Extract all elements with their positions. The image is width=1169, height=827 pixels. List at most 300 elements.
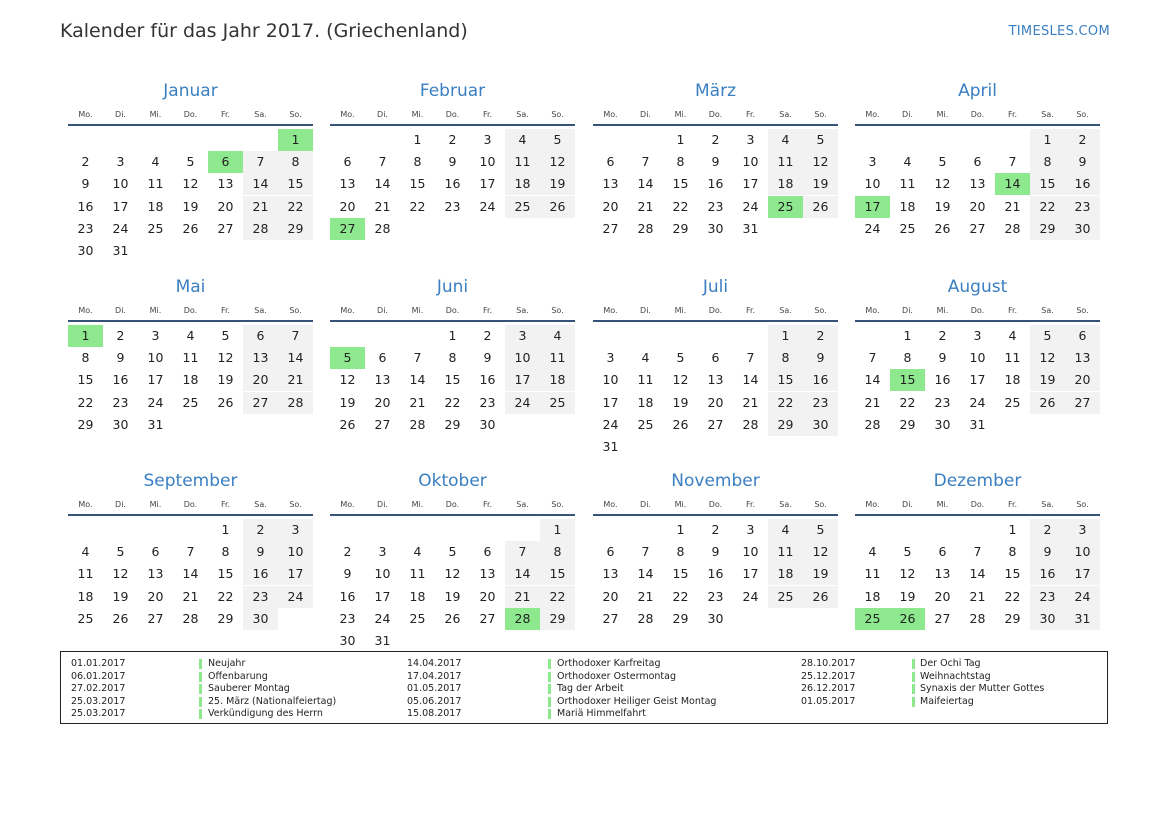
day-cell: 22 xyxy=(540,586,575,608)
day-cell: 2 xyxy=(1065,129,1100,151)
day-cell: 23 xyxy=(803,392,838,414)
day-cell: 28 xyxy=(374,220,391,236)
weekday-label: Fr. xyxy=(482,500,493,509)
day-cell: 15 xyxy=(278,173,313,195)
day-cell: 7 xyxy=(868,350,877,366)
day-cell: 15 xyxy=(540,563,575,585)
day-cell: 23 xyxy=(1065,196,1100,218)
day-cell: 12 xyxy=(934,176,951,192)
holiday-marker xyxy=(199,709,202,719)
weekday-label: Do. xyxy=(183,500,198,509)
day-cell: 21 xyxy=(243,196,278,218)
day-cell: 20 xyxy=(602,198,619,214)
weekday-label: So. xyxy=(551,306,564,315)
day-cell: 31 xyxy=(602,439,619,454)
day-cell: 8 xyxy=(768,347,803,369)
day-cell: 17 xyxy=(479,176,496,192)
day-cell: 21 xyxy=(637,588,654,604)
day-cell: 25 xyxy=(77,610,94,626)
day-cell: 22 xyxy=(1030,196,1065,218)
day-cell: 29 xyxy=(444,416,461,432)
holiday-day-cell: 1 xyxy=(278,129,313,151)
day-cell: 29 xyxy=(540,608,575,630)
day-cell: 15 xyxy=(672,176,689,192)
day-cell: 30 xyxy=(243,608,278,630)
day-cell: 5 xyxy=(676,350,685,366)
holiday-name: Sauberer Montag xyxy=(208,683,290,694)
day-cell: 25 xyxy=(637,416,654,432)
day-cell: 17 xyxy=(278,563,313,585)
day-cell: 3 xyxy=(1065,519,1100,541)
day-cell: 16 xyxy=(934,372,951,388)
holiday-date: 26.12.2017 xyxy=(801,683,856,694)
day-cell: 26 xyxy=(803,586,838,608)
day-cell: 20 xyxy=(147,588,164,604)
day-cell: 5 xyxy=(938,154,947,170)
day-cell: 14 xyxy=(864,372,881,388)
holiday-date: 01.01.2017 xyxy=(71,658,126,669)
day-cell: 8 xyxy=(413,154,422,170)
day-cell: 14 xyxy=(278,347,313,369)
day-cell: 27 xyxy=(479,610,496,626)
day-cell: 2 xyxy=(803,325,838,347)
day-cell: 19 xyxy=(803,173,838,195)
day-cell: 19 xyxy=(182,198,199,214)
day-cell: 11 xyxy=(409,566,426,582)
day-cell: 9 xyxy=(711,544,720,560)
day-cell: 19 xyxy=(803,563,838,585)
day-cell: 23 xyxy=(479,394,496,410)
holiday-date: 27.02.2017 xyxy=(71,683,126,694)
weekday-label: Fr. xyxy=(220,500,231,509)
month-name: August xyxy=(947,277,1008,297)
day-cell: 27 xyxy=(969,220,986,236)
weekday-label: Do. xyxy=(708,500,723,509)
day-cell: 2 xyxy=(116,328,125,343)
day-cell: 10 xyxy=(1065,541,1100,563)
day-cell: 15 xyxy=(217,566,234,582)
day-cell: 23 xyxy=(707,588,724,604)
day-cell: 17 xyxy=(742,566,759,582)
weekday-label: Di. xyxy=(640,306,651,315)
day-cell: 1 xyxy=(676,522,685,537)
day-cell: 18 xyxy=(637,394,654,410)
day-cell: 5 xyxy=(803,519,838,541)
weekday-label: Mo. xyxy=(340,306,355,315)
holiday-name: 25. März (Nationalfeiertag) xyxy=(208,695,337,707)
weekday-label: Sa. xyxy=(779,500,792,509)
day-cell: 29 xyxy=(672,610,689,626)
holiday-date: 15.08.2017 xyxy=(407,708,462,719)
day-cell: 1 xyxy=(768,325,803,347)
month-divider xyxy=(330,320,575,322)
weekday-label: Mi. xyxy=(149,500,162,509)
day-cell: 28 xyxy=(409,416,426,432)
weekday-label: Sa. xyxy=(779,306,792,315)
weekday-label: Do. xyxy=(183,110,198,119)
day-cell: 24 xyxy=(1065,586,1100,608)
day-cell: 9 xyxy=(243,541,278,563)
day-cell: 10 xyxy=(742,154,759,170)
holiday-date: 06.01.2017 xyxy=(71,670,126,682)
weekday-label: Sa. xyxy=(254,110,267,119)
weekday-label: Do. xyxy=(970,110,985,119)
day-cell: 22 xyxy=(409,198,426,214)
weekday-label: Do. xyxy=(445,110,460,119)
holiday-day-cell: 15 xyxy=(890,369,925,391)
day-cell: 18 xyxy=(768,173,803,195)
day-cell: 28 xyxy=(243,218,278,240)
weekday-label: Do. xyxy=(970,500,985,509)
holiday-date: 14.04.2017 xyxy=(407,658,462,669)
day-cell: 6 xyxy=(1065,325,1100,347)
day-cell: 4 xyxy=(768,129,803,151)
day-cell: 15 xyxy=(409,176,426,192)
day-cell: 25 xyxy=(182,394,199,410)
day-cell: 15 xyxy=(1030,173,1065,195)
day-cell: 2 xyxy=(711,132,720,147)
weekday-label: So. xyxy=(1076,306,1089,315)
day-cell: 21 xyxy=(864,394,881,410)
day-cell: 9 xyxy=(938,350,947,366)
day-cell: 2 xyxy=(448,132,457,147)
weekday-label: Mi. xyxy=(149,306,162,315)
day-cell: 25 xyxy=(147,220,164,236)
day-cell: 6 xyxy=(483,544,492,560)
weekday-label: Sa. xyxy=(516,306,529,315)
day-cell: 7 xyxy=(413,350,422,366)
day-cell: 5 xyxy=(448,544,457,560)
weekday-label: Sa. xyxy=(254,306,267,315)
day-cell: 14 xyxy=(409,372,426,388)
day-cell: 22 xyxy=(672,588,689,604)
day-cell: 13 xyxy=(479,566,496,582)
day-cell: 3 xyxy=(746,522,755,537)
weekday-label: Fr. xyxy=(220,306,231,315)
day-cell: 24 xyxy=(374,610,391,626)
holiday-marker xyxy=(199,672,202,682)
day-cell: 17 xyxy=(505,369,540,391)
day-cell: 12 xyxy=(217,350,234,366)
day-cell: 21 xyxy=(505,586,540,608)
day-cell: 20 xyxy=(969,198,986,214)
day-cell: 28 xyxy=(182,610,199,626)
weekday-label: Mi. xyxy=(674,500,687,509)
weekday-label: Fr. xyxy=(745,500,756,509)
weekday-label: Mo. xyxy=(865,306,880,315)
weekday-label: Do. xyxy=(708,110,723,119)
month-divider xyxy=(855,124,1100,126)
day-cell: 20 xyxy=(602,588,619,604)
day-cell: 18 xyxy=(864,588,881,604)
day-cell: 19 xyxy=(899,588,916,604)
weekday-label: Di. xyxy=(115,500,126,509)
holiday-marker xyxy=(199,684,202,694)
day-cell: 31 xyxy=(742,220,759,236)
weekday-label: Mo. xyxy=(78,306,93,315)
day-cell: 24 xyxy=(112,220,129,236)
weekday-label: Mo. xyxy=(340,110,355,119)
day-cell: 6 xyxy=(243,325,278,347)
day-cell: 11 xyxy=(505,151,540,173)
day-cell: 5 xyxy=(1030,325,1065,347)
day-cell: 3 xyxy=(116,154,125,170)
day-cell: 3 xyxy=(378,544,387,560)
day-cell: 4 xyxy=(1008,328,1017,343)
day-cell: 31 xyxy=(1065,608,1100,630)
day-cell: 5 xyxy=(803,129,838,151)
day-cell: 26 xyxy=(672,416,689,432)
day-cell: 1 xyxy=(221,522,230,537)
weekday-label: So. xyxy=(814,110,827,119)
holiday-date: 01.05.2017 xyxy=(801,695,856,707)
day-cell: 23 xyxy=(707,198,724,214)
day-cell: 29 xyxy=(1004,610,1021,626)
holiday-name: Orthodoxer Heiliger Geist Montag xyxy=(557,695,717,707)
month-divider xyxy=(68,320,313,322)
day-cell: 17 xyxy=(1065,563,1100,585)
day-cell: 17 xyxy=(969,372,986,388)
holiday-name: Mariä Himmelfahrt xyxy=(557,708,646,719)
day-cell: 6 xyxy=(378,350,387,366)
day-cell: 22 xyxy=(77,394,94,410)
weekday-label: So. xyxy=(814,500,827,509)
day-cell: 10 xyxy=(864,176,881,192)
day-cell: 24 xyxy=(602,416,619,432)
day-cell: 11 xyxy=(540,347,575,369)
day-cell: 11 xyxy=(182,350,199,366)
day-cell: 25 xyxy=(1004,394,1021,410)
day-cell: 12 xyxy=(803,151,838,173)
day-cell: 22 xyxy=(217,588,234,604)
day-cell: 11 xyxy=(864,566,881,582)
day-cell: 3 xyxy=(973,328,982,343)
day-cell: 13 xyxy=(602,566,619,582)
day-cell: 2 xyxy=(343,544,352,560)
weekday-label: So. xyxy=(551,110,564,119)
day-cell: 2 xyxy=(1030,519,1065,541)
day-cell: 4 xyxy=(81,544,90,560)
weekday-label: Mi. xyxy=(936,500,949,509)
day-cell: 14 xyxy=(374,176,391,192)
day-cell: 4 xyxy=(505,129,540,151)
day-cell: 15 xyxy=(77,372,94,388)
day-cell: 10 xyxy=(147,350,164,366)
day-cell: 18 xyxy=(768,563,803,585)
weekday-label: Mo. xyxy=(603,110,618,119)
day-cell: 19 xyxy=(444,588,461,604)
month-divider xyxy=(330,124,575,126)
day-cell: 9 xyxy=(81,176,90,192)
weekday-label: So. xyxy=(1076,500,1089,509)
day-cell: 27 xyxy=(602,610,619,626)
day-cell: 8 xyxy=(1030,151,1065,173)
day-cell: 20 xyxy=(217,198,234,214)
day-cell: 15 xyxy=(1004,566,1021,582)
day-cell: 10 xyxy=(374,566,391,582)
day-cell: 23 xyxy=(77,220,94,236)
weekday-label: Di. xyxy=(377,110,388,119)
day-cell: 21 xyxy=(278,369,313,391)
day-cell: 6 xyxy=(343,154,352,170)
day-cell: 16 xyxy=(444,176,461,192)
day-cell: 20 xyxy=(707,394,724,410)
day-cell: 13 xyxy=(147,566,164,582)
day-cell: 20 xyxy=(339,198,356,214)
weekday-label: Mo. xyxy=(78,500,93,509)
day-cell: 23 xyxy=(112,394,129,410)
day-cell: 9 xyxy=(483,350,492,366)
day-cell: 9 xyxy=(448,154,457,170)
month-name: April xyxy=(958,81,997,101)
site-link[interactable]: TIMESLES.COM xyxy=(1008,24,1110,39)
day-cell: 21 xyxy=(409,394,426,410)
day-cell: 29 xyxy=(1030,218,1065,240)
day-cell: 11 xyxy=(77,566,94,582)
day-cell: 20 xyxy=(479,588,496,604)
day-cell: 1 xyxy=(903,328,912,343)
day-cell: 18 xyxy=(899,198,916,214)
day-cell: 30 xyxy=(77,243,94,258)
day-cell: 11 xyxy=(1004,350,1021,366)
day-cell: 12 xyxy=(444,566,461,582)
day-cell: 1 xyxy=(1030,129,1065,151)
day-cell: 10 xyxy=(742,544,759,560)
day-cell: 7 xyxy=(973,544,982,560)
day-cell: 29 xyxy=(768,414,803,436)
day-cell: 27 xyxy=(147,610,164,626)
day-cell: 3 xyxy=(868,154,877,170)
day-cell: 12 xyxy=(112,566,129,582)
day-cell: 11 xyxy=(147,176,164,192)
day-cell: 18 xyxy=(77,588,94,604)
day-cell: 26 xyxy=(934,220,951,236)
holiday-name: Weihnachtstag xyxy=(920,670,991,682)
weekday-label: Mi. xyxy=(149,110,162,119)
holiday-day-cell: 28 xyxy=(505,608,540,630)
day-cell: 22 xyxy=(672,198,689,214)
day-cell: 2 xyxy=(711,522,720,537)
day-cell: 10 xyxy=(602,372,619,388)
holiday-marker xyxy=(548,684,551,694)
weekday-label: Fr. xyxy=(745,306,756,315)
month-name: März xyxy=(695,81,736,101)
day-cell: 29 xyxy=(899,416,916,432)
day-cell: 7 xyxy=(1008,154,1017,170)
holiday-day-cell: 17 xyxy=(855,196,890,218)
day-cell: 4 xyxy=(540,325,575,347)
day-cell: 21 xyxy=(742,394,759,410)
day-cell: 7 xyxy=(505,541,540,563)
day-cell: 29 xyxy=(217,610,234,626)
weekday-label: Mo. xyxy=(865,500,880,509)
day-cell: 27 xyxy=(374,416,391,432)
day-cell: 3 xyxy=(278,519,313,541)
weekday-label: Mi. xyxy=(411,306,424,315)
weekday-label: Sa. xyxy=(1041,306,1054,315)
day-cell: 11 xyxy=(768,541,803,563)
day-cell: 8 xyxy=(540,541,575,563)
day-cell: 27 xyxy=(934,610,951,626)
day-cell: 5 xyxy=(116,544,125,560)
holiday-name: Der Ochi Tag xyxy=(920,658,981,669)
day-cell: 14 xyxy=(505,563,540,585)
holiday-name: Orthodoxer Ostermontag xyxy=(557,670,676,682)
holiday-marker xyxy=(548,697,551,707)
holiday-date: 28.10.2017 xyxy=(801,658,856,669)
weekday-label: So. xyxy=(551,500,564,509)
day-cell: 22 xyxy=(278,196,313,218)
day-cell: 15 xyxy=(672,566,689,582)
weekday-label: Mo. xyxy=(865,110,880,119)
day-cell: 1 xyxy=(676,132,685,147)
weekday-label: So. xyxy=(289,110,302,119)
holiday-day-cell: 1 xyxy=(68,325,103,347)
day-cell: 16 xyxy=(243,563,278,585)
day-cell: 23 xyxy=(243,586,278,608)
day-cell: 17 xyxy=(742,176,759,192)
day-cell: 13 xyxy=(1065,347,1100,369)
day-cell: 7 xyxy=(641,154,650,170)
holiday-marker xyxy=(912,659,915,669)
day-cell: 21 xyxy=(374,198,391,214)
day-cell: 7 xyxy=(641,544,650,560)
day-cell: 16 xyxy=(112,372,129,388)
day-cell: 16 xyxy=(1065,173,1100,195)
holiday-name: Tag der Arbeit xyxy=(557,683,624,694)
day-cell: 28 xyxy=(969,610,986,626)
day-cell: 18 xyxy=(182,372,199,388)
day-cell: 13 xyxy=(243,347,278,369)
day-cell: 12 xyxy=(803,541,838,563)
weekday-label: Do. xyxy=(445,500,460,509)
day-cell: 14 xyxy=(182,566,199,582)
weekday-label: So. xyxy=(1076,110,1089,119)
day-cell: 21 xyxy=(182,588,199,604)
day-cell: 26 xyxy=(444,610,461,626)
day-cell: 20 xyxy=(934,588,951,604)
day-cell: 8 xyxy=(278,151,313,173)
weekday-label: Fr. xyxy=(220,110,231,119)
day-cell: 16 xyxy=(479,372,496,388)
weekday-label: Do. xyxy=(708,306,723,315)
day-cell: 16 xyxy=(707,176,724,192)
holiday-day-cell: 6 xyxy=(208,151,243,173)
weekday-label: Mo. xyxy=(603,306,618,315)
weekday-label: Di. xyxy=(902,306,913,315)
weekday-label: Sa. xyxy=(1041,110,1054,119)
day-cell: 20 xyxy=(374,394,391,410)
day-cell: 15 xyxy=(444,372,461,388)
day-cell: 30 xyxy=(803,414,838,436)
day-cell: 25 xyxy=(409,610,426,626)
month-divider xyxy=(68,124,313,126)
holiday-day-cell: 5 xyxy=(330,347,365,369)
day-cell: 25 xyxy=(505,196,540,218)
day-cell: 1 xyxy=(1008,522,1017,537)
day-cell: 23 xyxy=(934,394,951,410)
day-cell: 26 xyxy=(217,394,234,410)
day-cell: 26 xyxy=(339,416,356,432)
day-cell: 3 xyxy=(606,350,615,366)
day-cell: 7 xyxy=(746,350,755,366)
holiday-day-cell: 14 xyxy=(995,173,1030,195)
day-cell: 19 xyxy=(217,372,234,388)
day-cell: 17 xyxy=(374,588,391,604)
day-cell: 29 xyxy=(77,416,94,432)
holiday-marker xyxy=(912,697,915,707)
day-cell: 30 xyxy=(707,220,724,236)
